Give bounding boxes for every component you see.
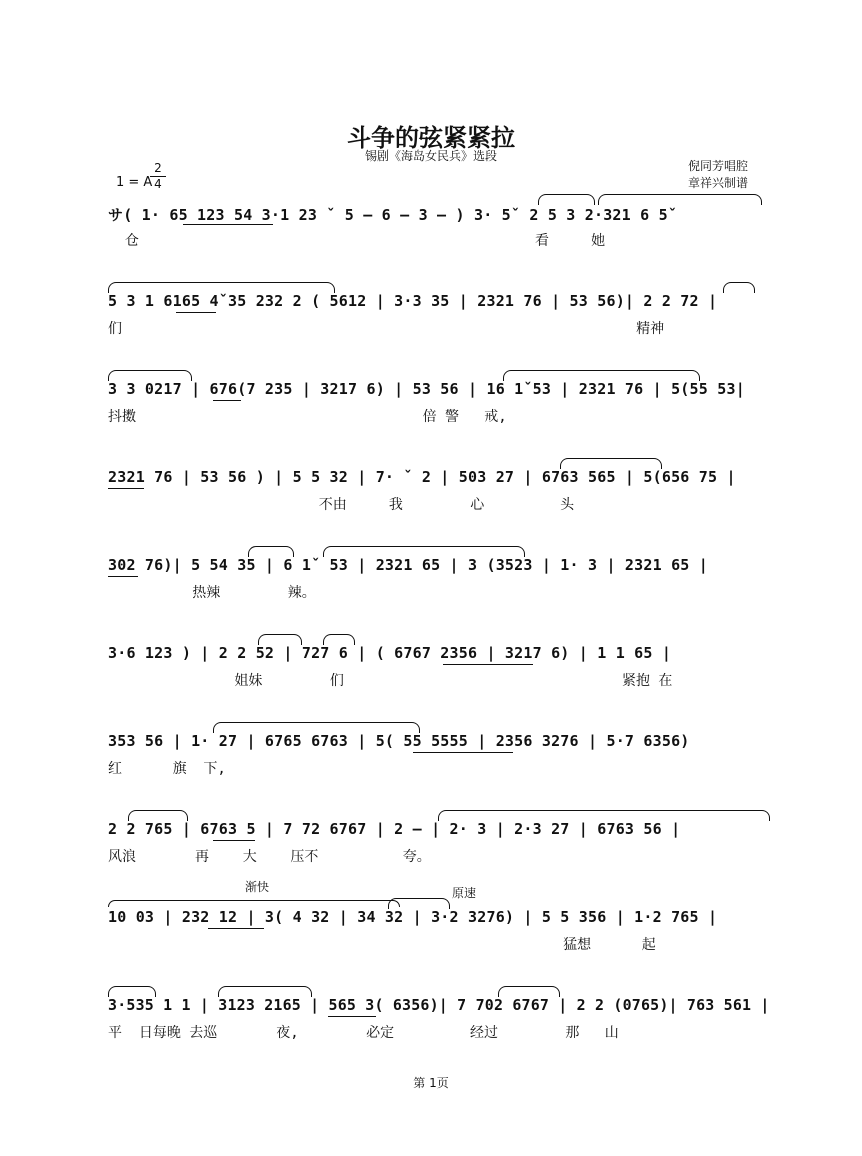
- lyric-line: 不由 我 心 头: [108, 497, 575, 513]
- notation-line: サ( 1· 65 123 54 3·1 23 ˇ 5 – 6 – 3 – ) 3· 5ˇ 2 5 3 2·321 6 5ˇ: [108, 206, 678, 224]
- singer-credit: 倪同芳唱腔: [688, 159, 749, 173]
- notation-line: 3·535 1 1 | 3123 2165 | 565 3( 6356)| 7 702 6767 | 2 2 (0765)| 763 561 |: [108, 996, 770, 1014]
- lyric-line: 抖擞 倍 警 戒,: [108, 409, 507, 425]
- lyric-line: 红 旗 下,: [108, 761, 226, 777]
- lyric-line: 们 精神: [108, 321, 665, 337]
- lyric-line: 热辣 辣。: [108, 585, 316, 601]
- time-signature: [150, 162, 166, 191]
- notation-line: 10 03 | 232 12 | 3( 4 32 | 34 32 | 3·2 3276) | 5 5 356 | 1·2 765 |: [108, 908, 718, 926]
- lyric-line: 猛想 起: [108, 937, 656, 953]
- time-bottom: 4: [154, 177, 162, 191]
- tempo-mark-original: 原速: [452, 886, 477, 900]
- notation-line: 5 3 1 6165 4ˇ35 232 2 ( 5612 | 3·3 35 | 2321 76 | 53 56)| 2 2 72 |: [108, 292, 718, 310]
- notation-line: 3·6 123 ) | 2 2 52 | 727 6 | ( 6767 2356 | 3217 6) | 1 1 65 |: [108, 644, 672, 662]
- notation-line: 302 76)| 5 54 35 | 6 1ˇ 53 | 2321 65 | 3 (3523 | 1· 3 | 2321 65 |: [108, 556, 708, 574]
- lyric-line: 平 日每晚 去巡 夜, 必定 经过 那 山: [108, 1025, 619, 1041]
- notation-line: 2 2 765 | 6763 5 | 7 72 6767 | 2 – | 2· 3 | 2·3 27 | 6763 56 |: [108, 820, 681, 838]
- transcriber-credit: 章祥兴制谱: [688, 176, 749, 190]
- key-signature: 1 = A: [116, 175, 153, 190]
- lyric-line: 仓 看 她: [108, 233, 606, 249]
- page-number: 第 1页: [413, 1076, 449, 1090]
- notation-line: 3 3 0217 | 676(7 235 | 3217 6) | 53 56 | 16 1ˇ53 | 2321 76 | 5(55 53|: [108, 380, 745, 398]
- notation-line: 2321 76 | 53 56 ) | 5 5 32 | 7· ˇ 2 | 503 27 | 6763 565 | 5(656 75 |: [108, 468, 736, 486]
- notation-line: 353 56 | 1· 27 | 6765 6763 | 5( 55 5555 | 2356 3276 | 5·7 6356): [108, 732, 690, 750]
- lyric-line: 姐妹 们 紧抱 在: [108, 673, 673, 689]
- tempo-mark-gradual: 渐快: [245, 880, 270, 894]
- page-subtitle: 锡剧《海岛女民兵》选段: [364, 149, 497, 163]
- page-title: 斗争的弦紧紧拉: [347, 123, 515, 152]
- time-top: 2: [154, 161, 162, 175]
- lyric-line: 风浪 再 大 压不 夸。: [108, 849, 431, 865]
